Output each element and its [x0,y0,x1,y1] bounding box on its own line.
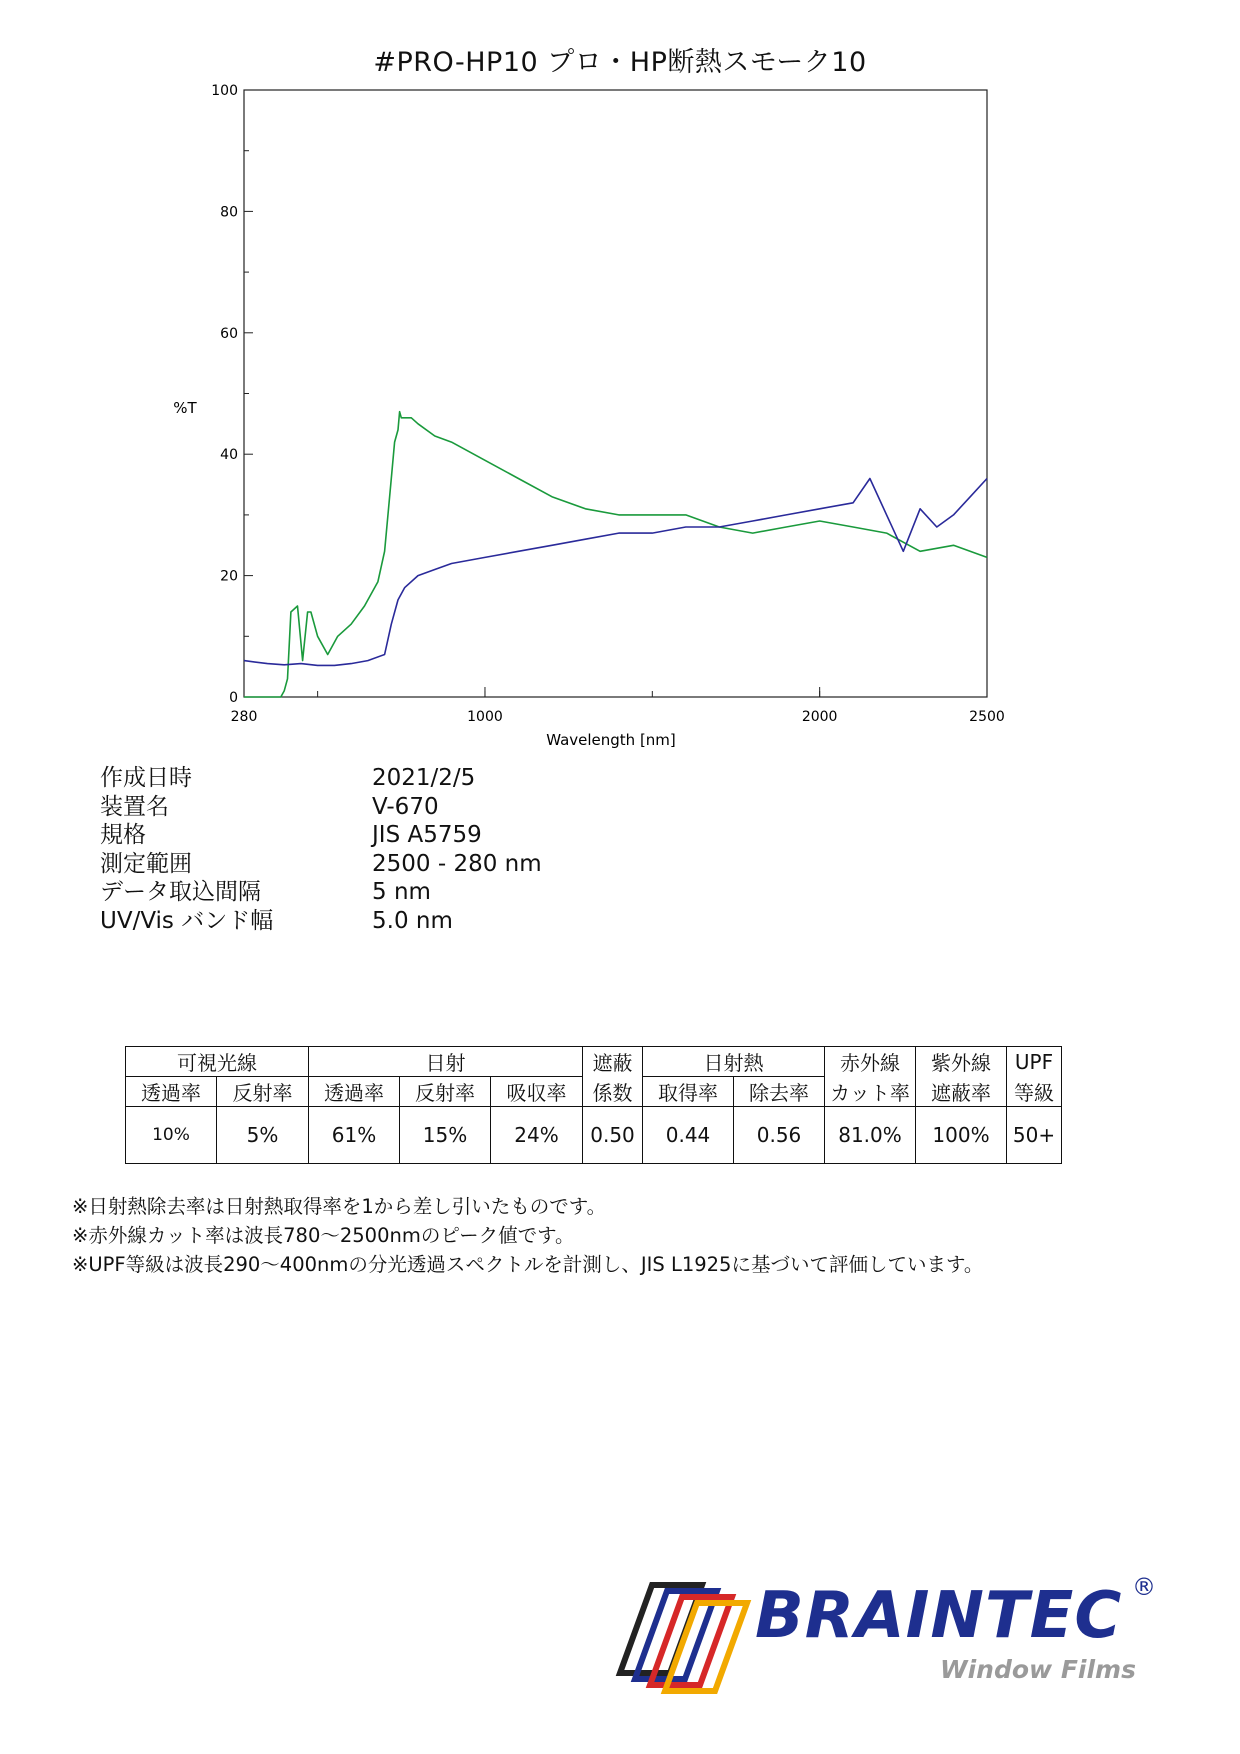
footnotes [72,1192,983,1279]
registered-mark: ® [1132,1573,1156,1601]
x-tick-label: 2500 [969,709,1005,725]
value-sol-abs: 24% [491,1107,583,1164]
table-sub-header-row [126,1077,1062,1107]
value-uv-block: 100% [916,1107,1007,1164]
sub-vis-trans: 透過率 [126,1077,217,1107]
info-label: データ取込間隔 [100,879,261,905]
value-upf: 50+ [1007,1107,1062,1164]
plot-area [244,90,987,697]
y-tick-label: 20 [220,568,238,585]
logo-tagline: Window Films [940,1655,1136,1684]
sub-shading: 係数 [583,1077,643,1107]
footnote: ※日射熱除去率は日射熱取得率を1から差し引いたものです。 [72,1195,607,1218]
y-tick-label: 0 [229,690,238,706]
info-label: 測定範囲 [100,850,192,877]
y-axis-label: %T [173,399,197,417]
info-value: 2021/2/5 [372,765,476,791]
x-axis-label: Wavelength [nm] [546,731,676,749]
info-row [100,793,542,822]
y-tick-label: 100 [211,83,238,99]
sub-heat-gain: 取得率 [643,1077,734,1107]
axis-ticks [211,83,1005,725]
info-label: 規格 [100,822,146,848]
info-row [100,907,542,936]
info-row [100,764,542,793]
info-row [100,821,542,850]
plot-frame [244,90,987,697]
logo-mark-icon [610,1575,760,1695]
header-solar: 日射 [309,1047,583,1077]
sub-ir: カット率 [825,1077,916,1107]
y-tick-label: 80 [220,204,238,221]
y-tick-label: 60 [220,325,238,342]
series-line-2 [244,479,987,666]
value-sol-trans: 61% [309,1107,400,1164]
footnote: ※UPF等級は波長290〜400nmの分光透過スペクトルを計測し、JIS L1925に基づいて評価しています。 [72,1253,984,1276]
info-value: 2500 - 280 nm [372,850,542,877]
header-uv: 紫外線 [916,1047,1007,1077]
header-solar-heat: 日射熱 [643,1047,825,1077]
x-tick-label: 1000 [467,709,503,725]
value-vis-trans: 10% [126,1107,217,1164]
header-visible: 可視光線 [126,1047,309,1077]
value-vis-refl: 5% [217,1107,309,1164]
info-value: 5 nm [372,879,431,905]
value-shading: 0.50 [583,1107,643,1164]
series-line-1 [244,412,987,697]
info-label: UV/Vis バンド幅 [100,907,274,934]
transmittance-chart [0,0,1240,760]
performance-table [125,1046,1062,1164]
series-layer [244,412,987,697]
logo-wordmark: BRAINTEC [755,1579,1123,1653]
info-value: JIS A5759 [372,822,482,848]
info-value: V-670 [372,793,439,820]
sub-sol-trans: 透過率 [309,1077,400,1107]
footnote: ※赤外線カット率は波長780〜2500nmのピーク値です。 [72,1224,575,1247]
header-ir: 赤外線 [825,1047,916,1077]
sub-vis-refl: 反射率 [217,1077,309,1107]
value-sol-refl: 15% [400,1107,491,1164]
table-group-header-row [126,1047,1062,1077]
braintec-logo [610,1575,1170,1695]
sub-heat-reject: 除去率 [734,1077,825,1107]
measurement-info [100,764,542,935]
page-title: #PRO-HP10 プロ・HP断熱スモーク10 [373,47,867,78]
header-upf: UPF [1007,1047,1062,1077]
info-label: 装置名 [100,793,169,820]
table-value-row [126,1107,1062,1164]
info-value: 5.0 nm [372,907,453,934]
x-tick-label: 280 [230,709,258,725]
x-tick-label: 2000 [801,709,838,725]
value-heat-reject: 0.56 [734,1107,825,1164]
sub-sol-refl: 反射率 [400,1077,491,1107]
info-label: 作成日時 [100,765,192,791]
value-heat-gain: 0.44 [643,1107,734,1164]
info-row [100,878,542,907]
info-row [100,850,542,879]
value-ir-cut: 81.0% [825,1107,916,1164]
header-shading: 遮蔽 [583,1047,643,1077]
sub-sol-abs: 吸収率 [491,1077,583,1107]
sub-upf: 等級 [1007,1077,1062,1107]
sub-uv: 遮蔽率 [916,1077,1007,1107]
y-tick-label: 40 [220,447,238,464]
